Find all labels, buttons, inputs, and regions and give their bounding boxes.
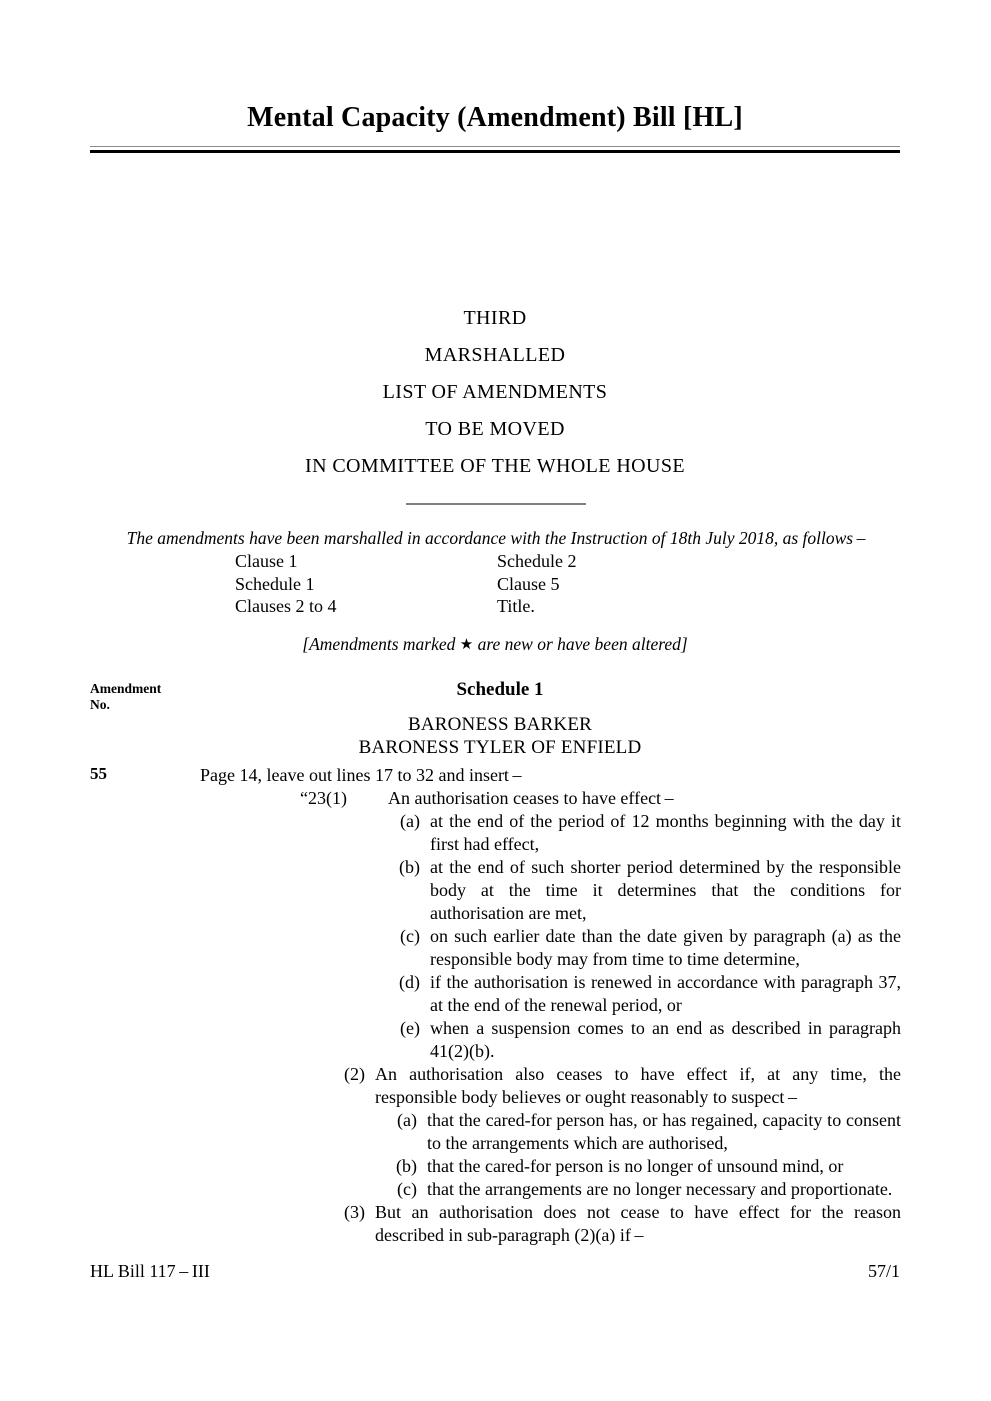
title-double-rule — [90, 146, 900, 153]
heading-line-list-of-amendments: LIST OF AMENDMENTS — [382, 381, 608, 403]
schedule-heading: Schedule 1 — [456, 679, 544, 700]
clause-order-row — [235, 595, 735, 618]
sponsor-name: BARONESS TYLER OF ENFIELD — [358, 737, 642, 758]
clause-order-cell: Clauses 2 to 4 — [235, 596, 337, 616]
clause-order-cell: Clause 1 — [235, 551, 298, 571]
sub-paragraph-3 — [330, 1201, 901, 1247]
clause-order-cell: Clause 5 — [497, 573, 560, 594]
list-item-marker: (a) — [400, 811, 420, 831]
list-item — [390, 856, 901, 925]
heading-short-rule — [406, 503, 586, 505]
heading-line-in-committee: IN COMMITTEE OF THE WHOLE HOUSE — [305, 455, 685, 477]
amendment-body — [300, 787, 901, 1247]
list-item — [385, 1155, 901, 1178]
list-item-text: that the cared-for person is no longer of unsound mind, or — [427, 1156, 844, 1176]
list-item — [390, 971, 901, 1017]
heading-line-third: THIRD — [463, 307, 527, 329]
heading-line-marshalled: MARSHALLED — [424, 344, 566, 366]
clause-order-row — [235, 550, 735, 573]
quoted-paragraph-number: “23(1) — [300, 788, 347, 808]
list-item — [385, 1178, 901, 1201]
star-icon: ★ — [459, 637, 474, 653]
bill-reference: HL Bill 117 – III — [90, 1261, 210, 1281]
page-title: Mental Capacity (Amendment) Bill [HL] — [247, 102, 743, 133]
quoted-paragraph-text: An authorisation ceases to have effect – — [388, 788, 674, 808]
quoted-paragraph-opening — [300, 787, 901, 810]
list-item-text: if the authorisation is renewed in accordance with paragraph 37, at the end of the renewal period, or — [430, 972, 901, 1015]
list-item-text: that the cared-for person has, or has regained, capacity to consent to the arrangements which are authorised, — [427, 1110, 901, 1153]
list-item — [390, 1017, 901, 1063]
clause-order-table — [235, 550, 735, 618]
list-item-marker: (e) — [400, 1018, 420, 1038]
list-item-marker: (d) — [399, 972, 420, 992]
amendment-number: 55 — [90, 764, 107, 783]
heading-line-to-be-moved: TO BE MOVED — [425, 418, 565, 440]
clause-order-cell: Schedule 1 — [235, 573, 315, 594]
sub-paragraph-marker: (2) — [344, 1064, 365, 1084]
sub-paragraph-1-list — [390, 810, 901, 1063]
list-item — [390, 925, 901, 971]
star-legend-note — [90, 634, 900, 655]
amendment-no-label-line1: Amendment — [90, 681, 162, 696]
clause-order-cell: Schedule 2 — [497, 551, 577, 571]
sub-paragraph-2-list — [385, 1109, 901, 1201]
sub-paragraph-text: An authorisation also ceases to have effect if, at any time, the responsible body believes or ought reasonably to suspect – — [375, 1064, 901, 1107]
clause-order-row — [235, 573, 735, 596]
sub-paragraph-text: But an authorisation does not cease to have effect for the reason described in sub-paragraph (2)(a) if – — [375, 1202, 901, 1245]
sponsor-name: BARONESS BARKER — [407, 714, 593, 735]
list-item-text: on such earlier date than the date given by paragraph (a) as the responsible body may from time to time determine, — [430, 926, 901, 969]
list-item-marker: (b) — [396, 1156, 417, 1176]
list-item — [385, 1109, 901, 1155]
list-item — [390, 810, 901, 856]
list-item-text: when a suspension comes to an end as described in paragraph 41(2)(b). — [430, 1018, 901, 1061]
list-heading-block — [90, 300, 900, 485]
sub-paragraph-2 — [330, 1063, 901, 1109]
list-item-marker: (a) — [397, 1110, 417, 1130]
list-item-text: that the arrangements are no longer necessary and proportionate. — [427, 1179, 893, 1199]
page-reference: 57/1 — [867, 1261, 900, 1281]
amendment-lead-in: Page 14, leave out lines 17 to 32 and insert – — [200, 765, 522, 785]
amendment-no-label-line2: No. — [90, 697, 110, 712]
list-item-marker: (c) — [397, 1179, 417, 1199]
star-note-suffix: are new or have been altered] — [473, 634, 688, 654]
amendment-no-column-label — [90, 681, 210, 713]
list-item-text: at the end of such shorter period determined by the responsible body at the time it determines that the conditions for authorisation are met, — [430, 857, 901, 923]
list-item-marker: (b) — [399, 857, 420, 877]
marshalling-instruction: The amendments have been marshalled in accordance with the Instruction of 18th July 2018, as follows – — [126, 528, 866, 548]
sponsor-list — [200, 713, 800, 759]
list-item-text: at the end of the period of 12 months beginning with the day it first had effect, — [430, 811, 901, 854]
clause-order-cell: Title. — [497, 596, 535, 616]
sub-paragraph-marker: (3) — [344, 1202, 365, 1222]
star-note-prefix: [Amendments marked — [302, 634, 460, 654]
page-footer — [90, 1261, 900, 1282]
list-item-marker: (c) — [400, 926, 420, 946]
